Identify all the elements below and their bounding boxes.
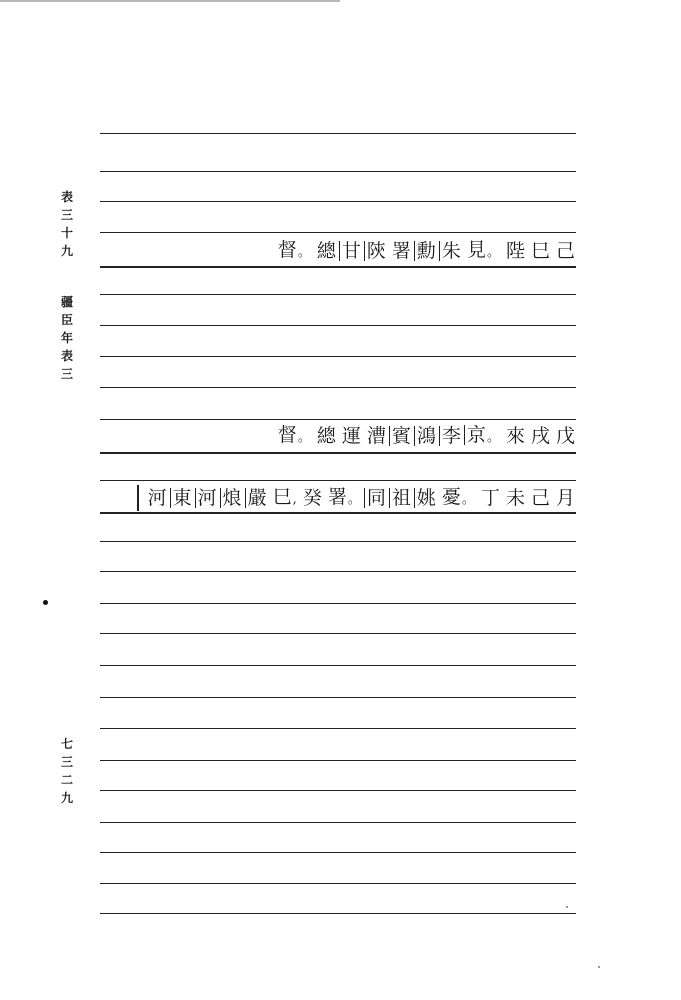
- proper-name-char: [414, 239, 436, 263]
- char-text: 己: [555, 240, 575, 262]
- ruled-line: [100, 294, 576, 295]
- proper-name-char: [339, 239, 361, 263]
- text-char: [553, 424, 575, 448]
- char-text: 己: [530, 487, 550, 509]
- char-text: 來: [505, 425, 525, 447]
- entry-yue-row: [137, 483, 575, 513]
- section-label-char: 年: [60, 331, 73, 345]
- char-text: 烺: [222, 487, 242, 509]
- ink-speck: [598, 966, 600, 968]
- text-char: [314, 424, 336, 448]
- text-char: [439, 485, 475, 512]
- punctuation-mark: 。: [486, 244, 500, 260]
- text-char: [389, 239, 411, 263]
- text-char: [503, 239, 525, 263]
- ruled-line: [100, 852, 576, 853]
- ruled-line: [100, 356, 576, 357]
- text-char: [270, 485, 297, 512]
- char-text: 嚴: [247, 487, 267, 509]
- char-text: 河: [197, 487, 217, 509]
- text-char: [553, 486, 575, 510]
- proper-name-char: [389, 424, 411, 448]
- proper-name-char: [439, 239, 461, 263]
- proper-name-char: [220, 486, 242, 510]
- char-text: 巳: [272, 485, 292, 508]
- punctuation-mark: 。: [486, 429, 500, 445]
- text-char: [275, 238, 311, 265]
- entry-jisi-row: [272, 236, 575, 266]
- proper-name-char: [414, 424, 436, 448]
- ruled-line: [100, 133, 576, 134]
- char-text: 東: [172, 487, 192, 509]
- volume-label-char: 十: [60, 226, 73, 240]
- section-label-char: 疆: [60, 295, 73, 309]
- text-char: [528, 239, 550, 263]
- page-number: [58, 735, 76, 807]
- char-text: 同: [366, 487, 386, 509]
- text-char: [464, 238, 500, 265]
- section-label-char: 三: [60, 367, 73, 381]
- punctuation-mark: 。: [461, 491, 475, 507]
- proper-name-char: [439, 424, 461, 448]
- proper-name-char: [414, 486, 436, 510]
- text-char: [364, 424, 386, 448]
- ruled-line: [100, 325, 576, 326]
- char-text: 總: [316, 425, 336, 447]
- text-char: [528, 486, 550, 510]
- section-label-char: 表: [60, 349, 73, 363]
- ruled-line: [100, 822, 576, 823]
- ruled-line: [100, 571, 576, 572]
- section-label: [58, 293, 76, 383]
- punctuation-mark: 。: [297, 244, 311, 260]
- text-char: [145, 486, 167, 510]
- char-text: 癸: [302, 487, 322, 509]
- char-text: 陝: [366, 240, 386, 262]
- proper-name-char: [464, 423, 500, 450]
- char-text: 陛: [505, 240, 525, 262]
- text-char: [478, 486, 500, 510]
- proper-name-char: [170, 486, 192, 510]
- char-text: 河: [147, 487, 167, 509]
- proper-name-char: [195, 486, 217, 510]
- char-text: 未: [505, 487, 525, 509]
- column-bar: [137, 485, 139, 511]
- ruled-line: [100, 697, 576, 698]
- char-text: 鴻: [416, 425, 436, 447]
- page-number-char: 二: [60, 773, 73, 787]
- volume-label-char: 三: [60, 208, 73, 222]
- text-char: [528, 424, 550, 448]
- ruled-line: [100, 201, 576, 202]
- ruled-line: [100, 913, 576, 914]
- char-text: 姚: [416, 487, 436, 509]
- char-text: 賓: [391, 425, 411, 447]
- text-char: [300, 486, 322, 510]
- ruled-line: [100, 387, 576, 388]
- proper-name-char: [245, 486, 267, 510]
- char-text: 戌: [530, 425, 550, 447]
- ink-dot: [43, 600, 48, 605]
- page-number-char: 七: [60, 737, 73, 751]
- ruled-line: [100, 419, 576, 420]
- text-char: [503, 486, 525, 510]
- char-text: 甘: [341, 240, 361, 262]
- char-text: 運: [341, 425, 361, 447]
- volume-label-char: 表: [60, 190, 73, 204]
- punctuation-mark: ,: [292, 491, 297, 507]
- char-text: 祖: [391, 487, 411, 509]
- proper-name-char: [364, 239, 386, 263]
- char-text: 李: [441, 425, 461, 447]
- char-text: 月: [555, 487, 575, 509]
- volume-label-char: 九: [60, 244, 73, 258]
- ruled-line: [100, 541, 576, 542]
- ruled-line: [100, 232, 576, 233]
- top-edge-rule: [0, 0, 340, 2]
- char-text: 見: [466, 238, 486, 261]
- section-label-char: 臣: [60, 313, 73, 327]
- char-text: 督: [277, 423, 297, 446]
- ruled-line: [100, 728, 576, 729]
- char-text: 漕: [366, 425, 386, 447]
- char-text: 朱: [441, 240, 461, 262]
- page-number-char: 九: [60, 791, 73, 805]
- ruled-line: [100, 665, 576, 666]
- char-text: 丁: [480, 487, 500, 509]
- text-char: [325, 485, 361, 512]
- ruled-line: [100, 266, 576, 268]
- char-text: 署: [327, 485, 347, 508]
- char-text: 總: [316, 240, 336, 262]
- text-char: [553, 239, 575, 263]
- char-text: 京: [466, 423, 486, 446]
- ruled-line: [100, 883, 576, 884]
- punctuation-mark: 。: [297, 429, 311, 445]
- text-char: [339, 424, 361, 448]
- proper-name-char: [364, 486, 386, 510]
- volume-label: [58, 188, 76, 260]
- ruled-line: [100, 171, 576, 172]
- punctuation-mark: 。: [347, 491, 361, 507]
- ruled-line: [100, 790, 576, 791]
- ink-speck: [566, 906, 568, 908]
- text-char: [503, 424, 525, 448]
- char-text: 署: [391, 240, 411, 262]
- text-char: [314, 239, 336, 263]
- ruled-line: [100, 760, 576, 761]
- char-text: 戊: [555, 425, 575, 447]
- ruled-line: [100, 633, 576, 634]
- char-text: 憂: [441, 485, 461, 508]
- entry-wuxu-row: [272, 421, 575, 451]
- ruled-line: [100, 603, 576, 604]
- ruled-line: [100, 480, 576, 481]
- char-text: 督: [277, 238, 297, 261]
- page-number-char: 三: [60, 755, 73, 769]
- char-text: 巳: [530, 240, 550, 262]
- proper-name-char: [389, 486, 411, 510]
- char-text: 勳: [416, 240, 436, 262]
- text-char: [275, 423, 311, 450]
- ruled-line: [100, 452, 576, 454]
